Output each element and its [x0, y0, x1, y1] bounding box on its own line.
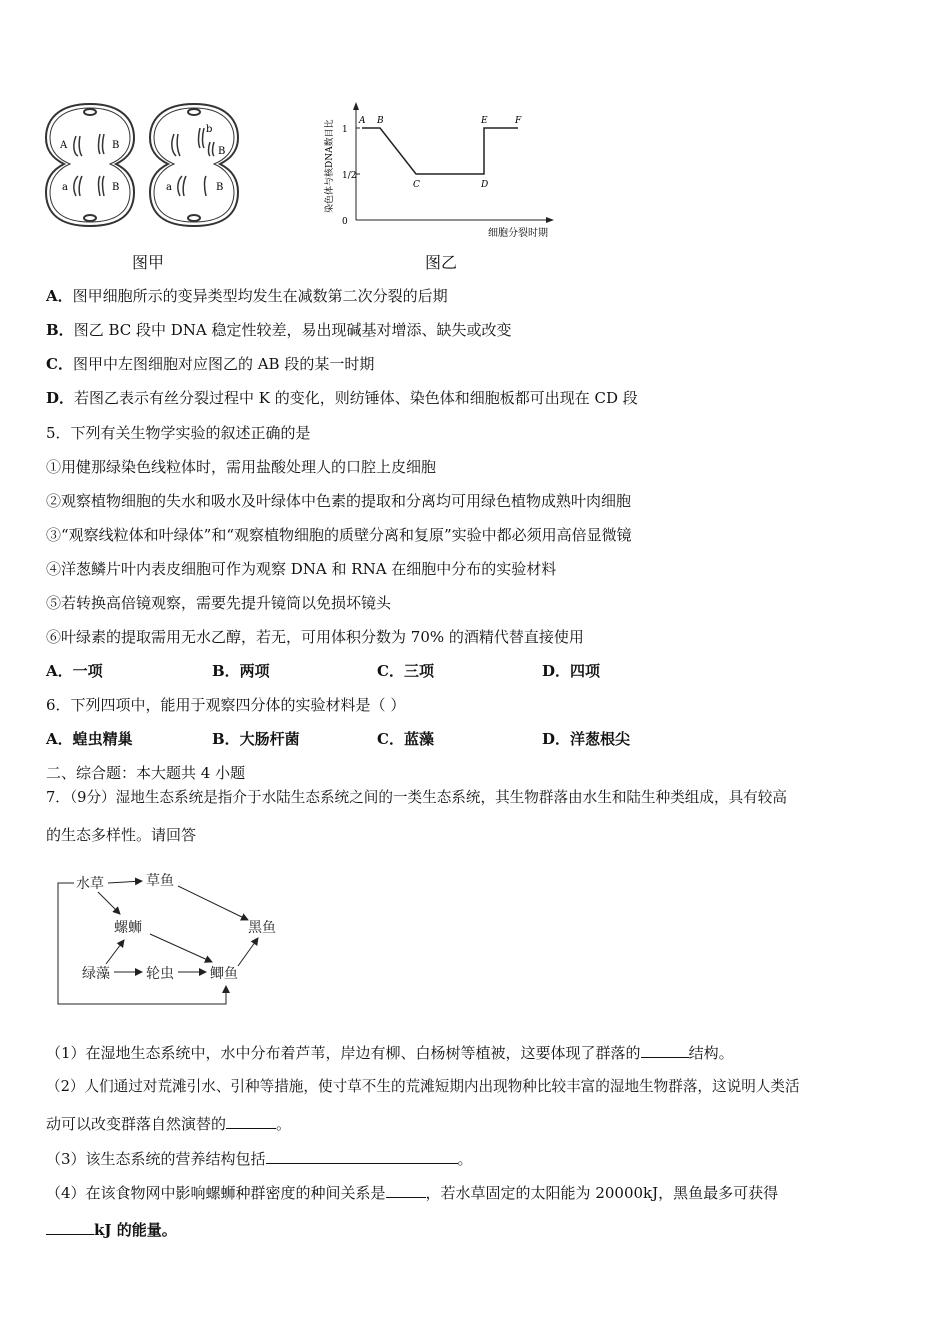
edge-shuicao-jiyu: [58, 883, 226, 1004]
q5-item-4: ④洋葱鳞片叶内表皮细胞可作为观察 DNA 和 RNA 在细胞中分布的实验材料: [46, 560, 557, 578]
figure-yi-caption: 图乙: [425, 253, 458, 272]
q5-stem: 5．下列有关生物学实验的叙述正确的是: [46, 424, 311, 442]
yi-point-label-F: F: [515, 116, 522, 126]
q7-sub1: （1）在湿地生态系统中，水中分布着芦苇，岸边有柳、白杨树等植被，这要体现了群落的 结构。: [46, 1044, 734, 1062]
q6-stem: 6．下列四项中，能用于观察四分体的实验材料是（ ）: [46, 696, 406, 714]
q5-option-c: C．三项: [377, 662, 434, 680]
right-cell-label-b: b: [206, 124, 213, 135]
q7-sub4-line1: （4）在该食物网中影响螺蛳种群密度的种间关系是 ，若水草固定的太阳能为 20000kJ，黑鱼最多可获得: [46, 1184, 779, 1202]
q5-item-1: ①用健那绿染色线粒体时，需用盐酸处理人的口腔上皮细胞: [46, 458, 437, 476]
node-jiyu: 鲫鱼: [210, 966, 238, 982]
section2-heading: 二、综合题：本大题共 4 小题: [46, 764, 246, 782]
q6-option-b: B．大肠杆菌: [212, 730, 300, 748]
figure-jia-caption: 图甲: [132, 253, 165, 272]
yi-y-arrow: [353, 102, 359, 110]
node-heiyu: 黑鱼: [248, 920, 276, 936]
yi-ytick-label: 1: [342, 125, 348, 135]
edge-shuicao-caoyu: [108, 881, 142, 883]
q4-option-b: B．图乙 BC 段中 DNA 稳定性较差，易出现碱基对增添、缺失或改变: [46, 321, 512, 339]
q5-item-5: ⑤若转换高倍镜观察，需要先提升镜筒以免损坏镜头: [46, 594, 392, 612]
blank-5[interactable]: [46, 1220, 94, 1235]
q5-item-3: ③“观察线粒体和叶绿体”和“观察植物细胞的质壁分离和复原”实验中都必须用高倍显微镜: [46, 526, 632, 544]
edge-luosi-jiyu: [150, 934, 212, 962]
yi-point-label-C: C: [413, 180, 420, 190]
left-cell-label-A: A: [60, 140, 68, 151]
yi-ytick-label: 0: [342, 217, 348, 227]
q7-stem-line2: 的生态多样性。请回答: [46, 826, 197, 844]
q4-option-d: D．若图乙表示有丝分裂过程中 K 的变化，则纺锤体、染色体和细胞板都可出现在 CD 段: [46, 389, 638, 407]
yi-xlabel: 细胞分裂时期: [488, 228, 548, 239]
figure-jia-cells: [40, 98, 250, 233]
yi-point-label-E: E: [481, 116, 488, 126]
right-cell: [150, 104, 238, 226]
node-lvzao: 绿藻: [82, 966, 110, 982]
blank-2[interactable]: [226, 1114, 276, 1129]
blank-1[interactable]: [641, 1043, 689, 1058]
left-cell-label-B2: B: [112, 182, 120, 193]
q5-option-a: A．一项: [46, 662, 103, 680]
q7-sub2-line2: 动可以改变群落自然演替的 。: [46, 1115, 292, 1133]
edge-jiyu-heiyu: [238, 938, 258, 966]
left-cell-label-B: B: [112, 140, 120, 151]
q7-sub2-line1: （2）人们通过对荒滩引水、引种等措施，使寸草不生的荒滩短期内出现物种比较丰富的湿地生物群落，这说明人类活: [46, 1078, 800, 1095]
yi-point-label-B: B: [377, 116, 384, 126]
left-cell: [46, 104, 134, 226]
blank-4[interactable]: [386, 1183, 426, 1198]
node-shuicao: 水草: [76, 876, 104, 892]
q5-item-6: ⑥叶绿素的提取需用无水乙醇，若无，可用体积分数为 70% 的酒精代替直接使用: [46, 628, 584, 646]
q5-option-b: B．两项: [212, 662, 270, 680]
edge-lvzao-luosi: [106, 940, 124, 964]
blank-3[interactable]: [266, 1149, 458, 1164]
node-luosi: 螺蛳: [114, 920, 142, 936]
q4-option-a: A．图甲细胞所示的变异类型均发生在减数第二次分裂的后期: [46, 287, 448, 305]
q4-option-c: C．图甲中左图细胞对应图乙的 AB 段的某一时期: [46, 355, 375, 373]
yi-series-line: [362, 128, 518, 174]
right-cell-label-a: a: [166, 182, 172, 193]
yi-point-label-D: D: [481, 180, 489, 190]
q5-item-2: ②观察植物细胞的失水和吸水及叶绿体中色素的提取和分离均可用绿色植物成熟叶肉细胞: [46, 492, 632, 510]
q5-option-d: D．四项: [542, 662, 601, 680]
edge-caoyu-heiyu: [178, 886, 248, 920]
node-lunchong: 轮虫: [146, 966, 174, 982]
yi-point-label-A: A: [359, 116, 366, 126]
edge-shuicao-luosi: [98, 892, 120, 914]
left-cell-label-a: a: [62, 182, 68, 193]
right-cell-label-B: B: [218, 146, 226, 157]
q6-option-c: C．蓝藻: [377, 730, 434, 748]
right-cell-label-B2: B: [216, 182, 224, 193]
q7-stem-line1: 7．（9分）湿地生态系统是指介于水陆生态系统之间的一类生态系统，其生物群落由水生和陆生种类组成，具有较高: [46, 789, 787, 806]
yi-ytick-label: 1/2: [342, 171, 357, 181]
node-caoyu: 草鱼: [146, 873, 174, 889]
q6-option-d: D．洋葱根尖: [542, 730, 631, 748]
figure-yi-graph: [318, 98, 568, 243]
yi-x-arrow: [546, 217, 554, 223]
q7-sub3: （3）该生态系统的营养结构包括 。: [46, 1150, 473, 1168]
q7-sub4-line2: kJ 的能量。: [46, 1220, 177, 1240]
q6-option-a: A．蝗虫精巢: [46, 730, 133, 748]
yi-ylabel: 染色体与核DNA数目比: [325, 119, 335, 213]
food-web-diagram: [52, 868, 302, 1010]
